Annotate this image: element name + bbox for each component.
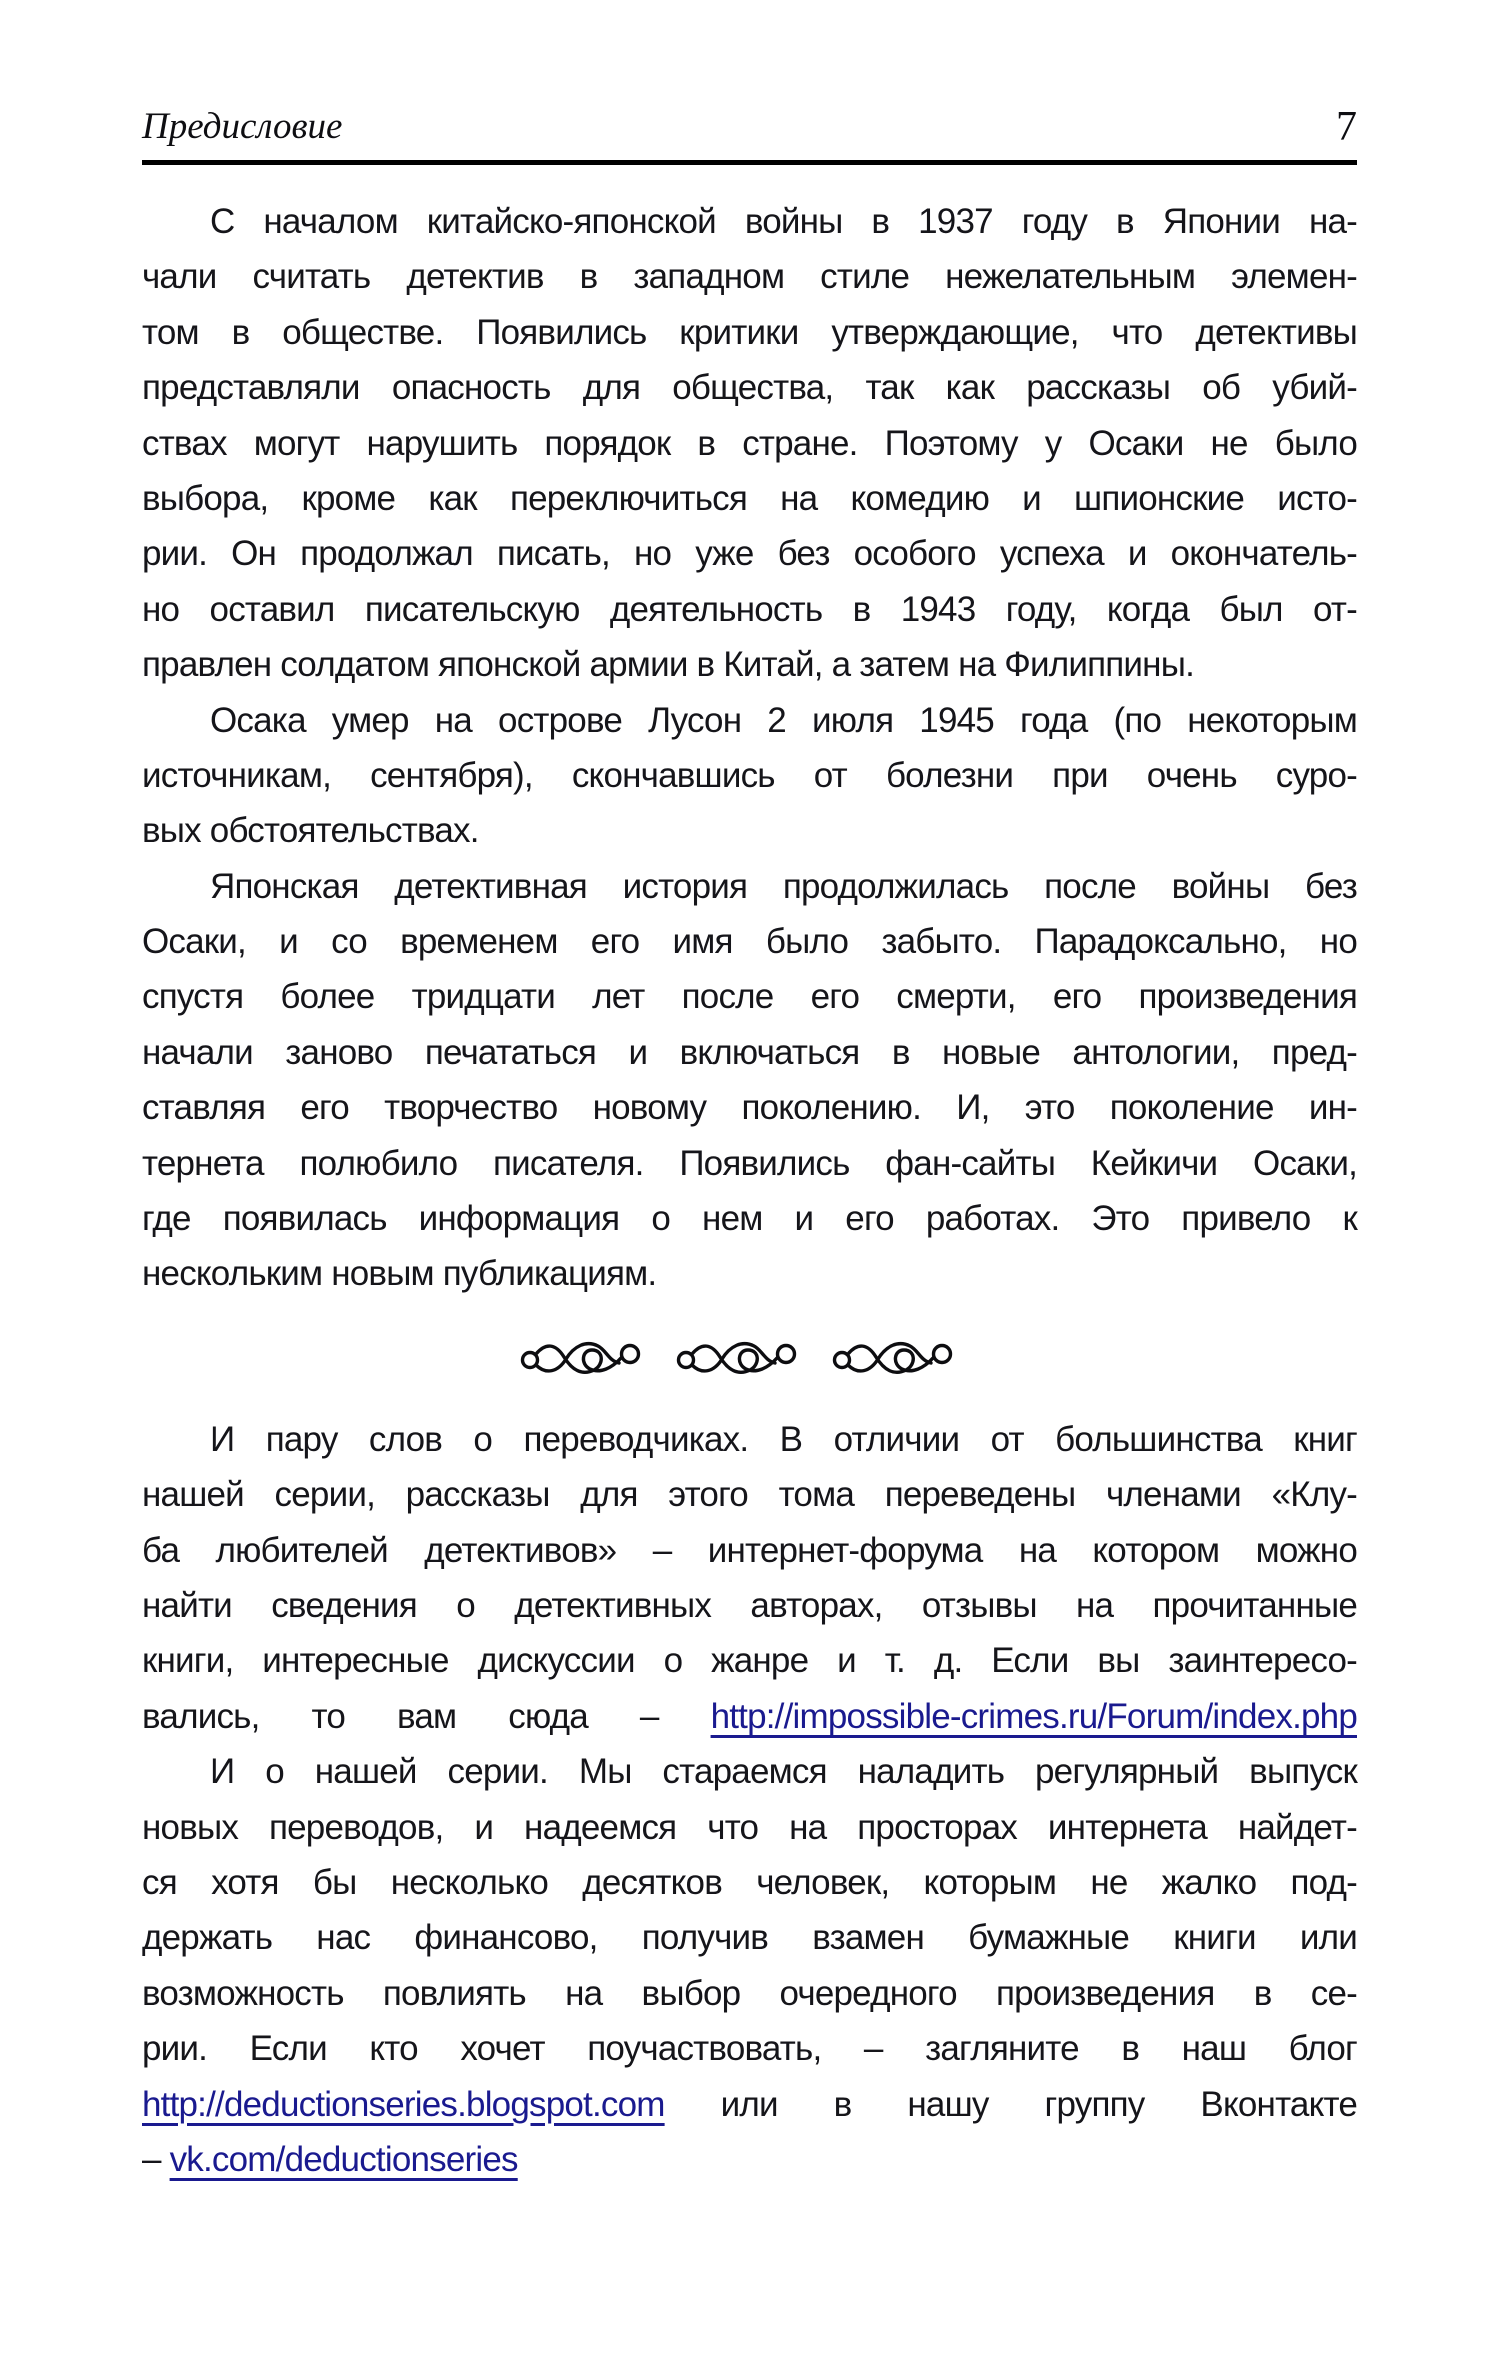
deduction-series-blog-link[interactable]: http://deductionseries.blogspot.com xyxy=(142,2084,665,2124)
text-line xyxy=(142,2021,1357,2076)
text-run: найти сведения о детективных авторах, отзывы на прочитанные xyxy=(142,1585,1357,1625)
text-line xyxy=(142,637,1357,692)
header-rule xyxy=(142,160,1357,165)
text-run: источникам, сентября), скончавшись от болезни при очень суро- xyxy=(142,755,1357,795)
swirl-ornament-icon xyxy=(831,1334,953,1380)
text-line xyxy=(142,1578,1357,1633)
text-line xyxy=(142,1910,1357,1965)
text-line xyxy=(142,1523,1357,1578)
text-line xyxy=(142,360,1357,415)
text-line xyxy=(142,471,1357,526)
text-run: возможность повлиять на выбор очередного произведения в се- xyxy=(142,1973,1357,2013)
text-line xyxy=(142,1633,1357,1688)
text-run: ба любителей детективов» – интернет-форума на котором можно xyxy=(142,1530,1357,1570)
impossible-crimes-forum-link[interactable]: http://impossible-crimes.ru/Forum/index.php xyxy=(710,1696,1357,1736)
text-line xyxy=(142,194,1357,249)
text-run: том в обществе. Появились критики утверждающие, что детективы xyxy=(142,312,1357,352)
section-divider xyxy=(128,1302,1343,1412)
text-run: И о нашей серии. Мы стараемся наладить регулярный выпуск xyxy=(210,1752,1357,1792)
text-line xyxy=(142,1467,1357,1522)
text-line xyxy=(142,969,1357,1024)
text-line xyxy=(142,582,1357,637)
text-run: но оставил писательскую деятельность в 1943 году, когда был от- xyxy=(142,589,1357,629)
text-line xyxy=(142,2132,1357,2187)
text-run: спустя более тридцати лет после его смерти, его произведения xyxy=(142,977,1357,1017)
text-run: Осаки, и со временем его имя было забыто. Парадоксально, но xyxy=(142,922,1357,962)
text-line xyxy=(142,416,1357,471)
text-run: Осака умер на острове Лусон 2 июля 1945 года (по некоторым xyxy=(210,700,1357,740)
text-run: вались, то вам сюда – xyxy=(142,1696,711,1736)
text-run: тернета полюбило писателя. Появились фан-сайты Кейкичи Осаки, xyxy=(142,1143,1357,1183)
text-line xyxy=(142,748,1357,803)
text-line xyxy=(142,1025,1357,1080)
text-run: нашей серии, рассказы для этого тома переведены членами «Клу- xyxy=(142,1475,1357,1515)
page-number: 7 xyxy=(1336,104,1357,150)
text-line xyxy=(142,249,1357,304)
text-line xyxy=(142,859,1357,914)
text-line xyxy=(142,526,1357,581)
text-run: С началом китайско-японской войны в 1937 году в Японии на- xyxy=(210,202,1357,241)
text-line xyxy=(142,305,1357,360)
text-line xyxy=(142,803,1357,858)
text-run: ствах могут нарушить порядок в стране. Поэтому у Осаки не было xyxy=(142,423,1357,463)
text-line xyxy=(142,1246,1357,1301)
text-line xyxy=(142,1855,1357,1910)
vk-group-link[interactable]: vk.com/deductionseries xyxy=(169,2139,518,2179)
swirl-ornament-icon xyxy=(675,1334,797,1380)
text-run: ся хотя бы несколько десятков человек, которым не жалко под- xyxy=(142,1862,1357,1902)
text-run: держать нас финансово, получив взамен бумажные книги или xyxy=(142,1918,1357,1958)
text-line xyxy=(142,1966,1357,2021)
text-line xyxy=(142,914,1357,969)
text-line xyxy=(142,1080,1357,1135)
text-run: вых обстоятельствах. xyxy=(142,811,479,851)
swirl-ornament-icon xyxy=(519,1334,641,1380)
text-line xyxy=(142,1800,1357,1855)
text-run: где появилась информация о нем и его работах. Это привело к xyxy=(142,1199,1357,1239)
text-run: ставляя его творчество новому поколению. И, это поколение ин- xyxy=(142,1088,1357,1128)
paragraph xyxy=(142,194,1357,693)
text-run: – xyxy=(142,2139,170,2179)
text-run: рии. Он продолжал писать, но уже без особого успеха и окончатель- xyxy=(142,534,1357,574)
paragraph xyxy=(142,693,1357,859)
text-run: выбора, кроме как переключиться на комедию и шпионские исто- xyxy=(142,478,1357,518)
text-line xyxy=(142,1689,1357,1744)
text-run: новых переводов, и надеемся что на просторах интернета найдет- xyxy=(142,1807,1357,1847)
text-run: или в нашу группу Вконтакте xyxy=(664,2084,1357,2124)
page-header xyxy=(142,106,1357,148)
text-run: рии. Если кто хочет поучаствовать, – загляните в наш блог xyxy=(142,2029,1357,2069)
text-line xyxy=(142,1412,1357,1467)
paragraph xyxy=(142,859,1357,1302)
text-line xyxy=(142,1744,1357,1799)
paragraph xyxy=(142,1412,1357,1744)
text-run: правлен солдатом японской армии в Китай, а затем на Филиппины. xyxy=(142,645,1194,685)
paragraph xyxy=(142,1744,1357,2187)
page-body xyxy=(142,194,1357,2187)
text-line xyxy=(142,1136,1357,1191)
text-run: книги, интересные дискуссии о жанре и т. д. Если вы заинтересо- xyxy=(142,1641,1357,1681)
text-run: начали заново печататься и включаться в новые антологии, пред- xyxy=(142,1032,1357,1072)
text-line xyxy=(142,693,1357,748)
text-run: Японская детективная история продолжилась после войны без xyxy=(210,866,1357,906)
text-run: И пару слов о переводчиках. В отличии от большинства книг xyxy=(210,1419,1357,1459)
text-run: чали считать детектив в западном стиле нежелательным элемен- xyxy=(142,257,1357,297)
text-run: нескольким новым публикациям. xyxy=(142,1254,657,1294)
text-line xyxy=(142,1191,1357,1246)
text-run: представляли опасность для общества, так как рассказы об убий- xyxy=(142,368,1357,408)
running-title: Предисловие xyxy=(142,106,343,147)
text-line xyxy=(142,2077,1357,2132)
